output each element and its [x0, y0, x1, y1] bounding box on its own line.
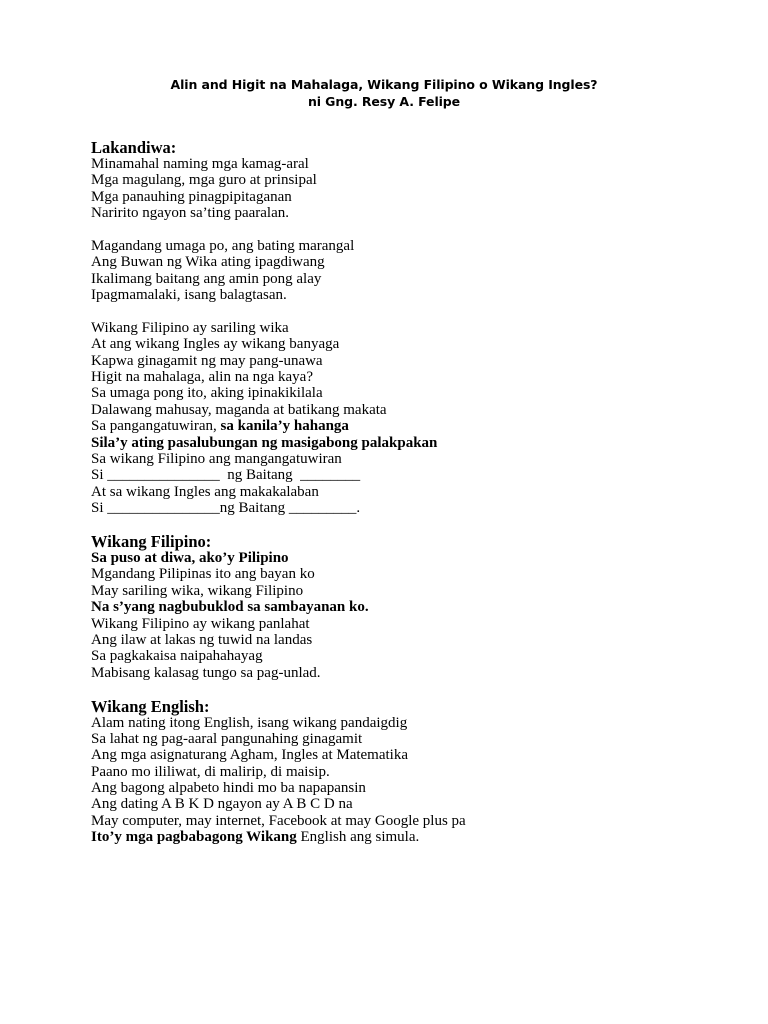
poem-line-bold: Sila’y ating pasalubungan ng masigabong palakpakan [91, 434, 438, 451]
poem-line: May sariling wika, wikang Filipino [91, 582, 304, 599]
poem-line [91, 829, 711, 845]
poem-line: Kapwa ginagamit ng may pang-unawa [91, 352, 323, 369]
poem-line: May computer, may internet, Facebook at may Google plus pa [91, 812, 466, 829]
poem-line: Mgandang Pilipinas ito ang bayan ko [91, 566, 315, 583]
document-author: ni Gng. Resy A. Felipe [307, 94, 461, 109]
document-title: Alin and Higit na Mahalaga, Wikang Filipino o Wikang Ingles? [170, 77, 598, 92]
poem-line: Ipagmamalaki, isang balagtasan. [91, 287, 287, 304]
poem-line: Minamahal naming mga kamag-aral [91, 156, 309, 172]
poem-line: Ikalimang baitang ang amin pong alay [91, 270, 322, 287]
poem-body [91, 139, 711, 846]
lakandiwa-heading: Lakandiwa: [91, 138, 177, 157]
poem-line: Mga panauhing pinagpipitaganan [91, 188, 292, 205]
poem-line: Naririto ngayon sa’ting paaralan. [91, 205, 289, 222]
poem-line: Ang dating A B K D ngayon ay A B C D na [91, 796, 353, 813]
poem-line: Paano mo ililiwat, di malirip, di maisip. [91, 763, 330, 780]
poem-line: Higit na mahalaga, alin na nga kaya? [91, 369, 313, 386]
filipino-heading: Wikang Filipino: [91, 531, 212, 551]
poem-line-bold: Na s’yang nagbubuklod sa sambayanan ko. [91, 599, 369, 616]
poem-line-bold-part: Ito’y mga pagbabagong Wikang [91, 829, 301, 846]
poem-line: Mabisang kalasag tungo sa pag-unlad. [91, 664, 321, 681]
english-heading: Wikang English: [91, 696, 210, 716]
poem-line [91, 418, 711, 434]
poem-line-bold: Sa puso at diwa, ako’y Pilipino [91, 549, 289, 566]
poem-line-bold-part: sa kanila’y hahanga [220, 418, 349, 435]
poem-line: Ang Buwan ng Wika ating ipagdiwang [91, 254, 325, 271]
poem-line: At ang wikang Ingles ay wikang banyaga [91, 336, 340, 353]
poem-line: Ang mga asignaturang Agham, Ingles at Matematika [91, 747, 408, 764]
poem-line: Magandang umaga po, ang bating marangal [91, 237, 355, 254]
poem-line: Ang bagong alpabeto hindi mo ba napapansin [91, 780, 366, 797]
poem-line: Ang ilaw at lakas ng tuwid na landas [91, 631, 313, 648]
poem-line: Mga magulang, mga guro at prinsipal [91, 172, 317, 189]
poem-line: Si _______________ng Baitang _________. [91, 500, 361, 517]
poem-line: Sa wikang Filipino ang mangangatuwiran [91, 451, 342, 468]
poem-line: Sa lahat ng pag-aaral pangunahing ginagamit [91, 730, 363, 747]
poem-line: Alam nating itong English, isang wikang pandaigdig [91, 714, 408, 731]
poem-line: Sa pagkakaisa naipahahayag [91, 648, 263, 665]
poem-line-part: English ang simula. [300, 829, 420, 846]
poem-line-part: Sa pangangatuwiran, [91, 418, 221, 435]
poem-line: Wikang Filipino ay sariling wika [91, 319, 289, 336]
poem-line: At sa wikang Ingles ang makakalaban [91, 483, 319, 500]
poem-line: Dalawang mahusay, maganda at batikang makata [91, 401, 387, 418]
poem-line: Sa umaga pong ito, aking ipinakikilala [91, 385, 323, 402]
poem-line: Si _______________ ng Baitang ________ [91, 467, 361, 484]
poem-line: Wikang Filipino ay wikang panlahat [91, 615, 310, 632]
